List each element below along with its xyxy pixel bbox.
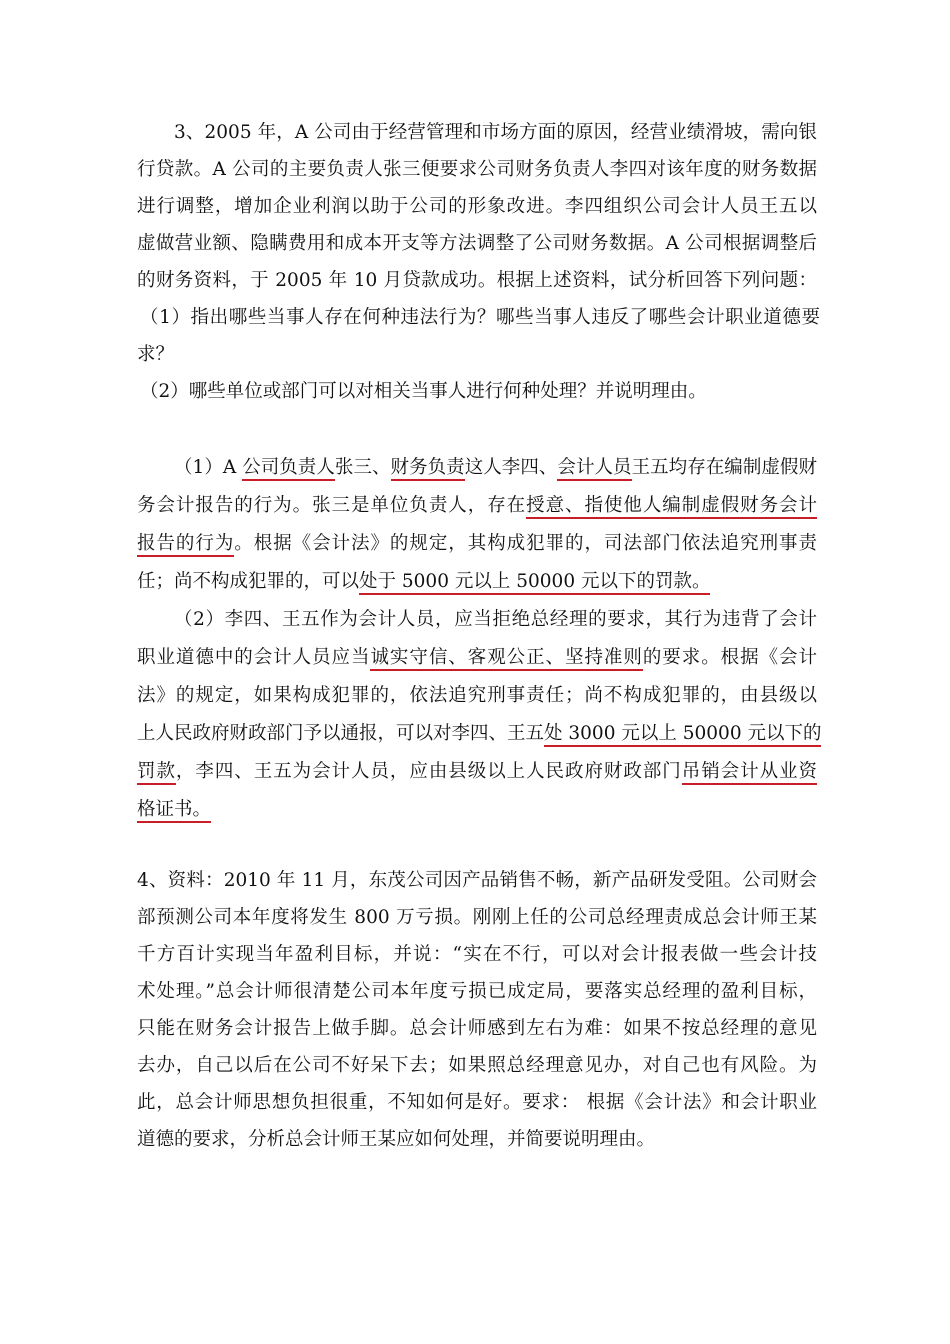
q3-line-1: 3、2005 年，A 公司由于经营管理和市场方面的原因，经营业绩滑坡，需向银 — [174, 122, 817, 143]
q4-line-3: 千方百计实现当年盈利目标，并说：“实在不行，可以对会计报表做一些会计技 — [137, 944, 817, 965]
q3-line-4: 虚做营业额、隐瞒费用和成本开支等方法调整了公司财务数据。A 公司根据调整后 — [137, 233, 817, 254]
answer-2-line-6 — [137, 795, 817, 825]
underlined-phrase: 罚款 — [137, 761, 176, 785]
underlined-phrase: 诚实守信、客观公正、坚持准则 — [370, 647, 642, 671]
answer-2-line-4 — [137, 719, 822, 749]
answer-text: 上人民政府财政部门予以通报，可以对李四、王五 — [137, 723, 545, 744]
q4-line-4: 术处理。”总会计师很清楚公司本年度亏损已成定局，要落实总经理的盈利目标， — [137, 981, 817, 1002]
underlined-phrase: 处 3000 元以上 50000 元以下的 — [544, 723, 821, 747]
answer-text: 的要求。根据《会计 — [642, 647, 817, 668]
answer-1-line-1 — [174, 453, 817, 483]
answer-text: ，李四、王五为会计人员，应由县级以上人民政府财政部门 — [175, 761, 682, 782]
underlined-phrase: 吊销会计从业资 — [682, 761, 817, 785]
underlined-phrase: 财务负责 — [391, 457, 465, 481]
underlined-phrase: 报告的行为 — [137, 533, 234, 557]
answer-2-line-5 — [137, 757, 817, 787]
answer-text: 。根据《会计法》的规定，其构成犯罪的，司法部门依法追究刑事责 — [234, 533, 817, 554]
answer-2-line-3: 法》的规定，如果构成犯罪的，依法追究刑事责任；尚不构成犯罪的，由县级以 — [137, 685, 817, 706]
q4-line-6: 去办，自己以后在公司不好呆下去；如果照总经理意见办，对自己也有风险。为 — [137, 1055, 817, 1076]
answer-2-line-1: （2）李四、王五作为会计人员，应当拒绝总经理的要求，其行为违背了会计 — [174, 609, 817, 630]
q4-line-8: 道德的要求，分析总会计师王某应如何处理，并简要说明理由。 — [137, 1129, 656, 1150]
q3-line-5: 的财务资料，于 2005 年 10 月贷款成功。根据上述资料，试分析回答下列问题： — [137, 270, 817, 291]
q3-line-2: 行贷款。A 公司的主要负责人张三便要求公司财务负责人李四对该年度的财务数据 — [137, 159, 817, 180]
q4-line-1: 4、资料：2010 年 11 月，东茂公司因产品销售不畅，新产品研发受阻。公司财会 — [137, 870, 817, 891]
answer-2-line-2 — [137, 643, 817, 673]
answer-1-line-4 — [137, 567, 817, 597]
q3-subquestion-1: （1）指出哪些当事人存在何种违法行为？哪些当事人违反了哪些会计职业道德要 — [140, 307, 820, 328]
underlined-phrase: 处于 5000 元以上 50000 元以下的罚款。 — [359, 571, 710, 595]
answer-text: （1）A — [174, 457, 243, 478]
underlined-phrase: 公司负责人 — [242, 457, 335, 481]
underlined-phrase: 格证书。 — [137, 799, 211, 823]
q4-line-5: 只能在财务会计报告上做手脚。总会计师感到左右为难：如果不按总经理的意见 — [137, 1018, 817, 1039]
q3-subquestion-2: （2）哪些单位或部门可以对相关当事人进行何种处理？并说明理由。 — [140, 381, 707, 402]
q4-line-2: 部预测公司本年度将发生 800 万亏损。刚刚上任的公司总经理责成总会计师王某 — [137, 907, 817, 928]
q4-line-7: 此，总会计师思想负担很重，不知如何是好。要求： 根据《会计法》和会计职业 — [137, 1092, 817, 1113]
answer-text: 职业道德中的会计人员应当 — [137, 647, 371, 668]
answer-text: 这人李四、 — [464, 457, 558, 478]
answer-1-line-2 — [137, 491, 817, 521]
underlined-phrase: 会计人员 — [557, 457, 631, 481]
answer-text: 务会计报告的行为。张三是单位负责人，存在 — [137, 495, 527, 516]
q3-line-3: 进行调整，增加企业利润以助于公司的形象改进。李四组织公司会计人员王五以 — [137, 196, 817, 217]
answer-text: 张三、 — [334, 457, 391, 478]
underlined-phrase: 授意、指使他人编制虚假财务会计 — [526, 495, 817, 519]
answer-1-line-3 — [137, 529, 817, 559]
answer-text: 王五均存在编制虚假财 — [631, 457, 817, 478]
q3-subquestion-1-cont: 求？ — [137, 344, 175, 365]
answer-text: 任；尚不构成犯罪的，可以 — [137, 571, 360, 592]
